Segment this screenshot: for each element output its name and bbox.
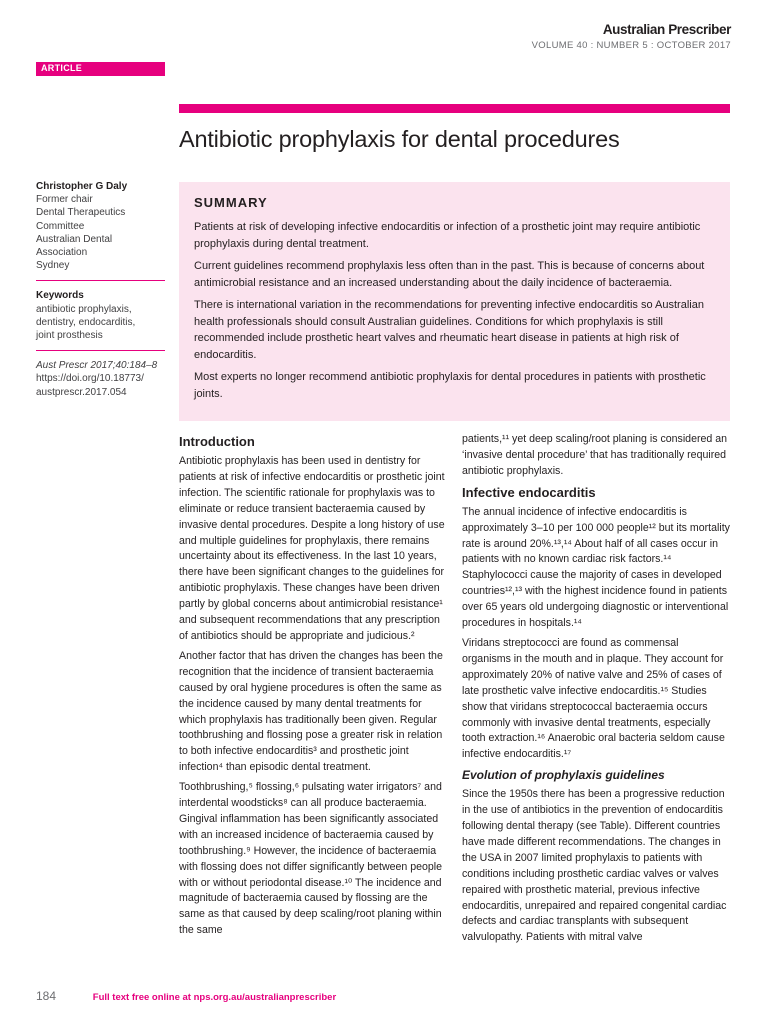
page-footer xyxy=(36,989,736,1003)
body-column-left xyxy=(179,433,447,943)
summary-paragraph: There is international variation in the recommendations for preventing infective endocarditis so Australian health professionals should consult Australian guidelines. Conditions for which prophylaxis is still recommended include prosthetic heart valves and rheumatic heart disease in patients at high risk of endocarditis. xyxy=(194,299,704,361)
masthead xyxy=(532,22,731,51)
article-tag: ARTICLE xyxy=(36,62,165,76)
affiliation-line: Australian Dental xyxy=(36,233,113,245)
doi-link[interactable]: https://doi.org/10.18773/ xyxy=(36,373,144,385)
summary-box xyxy=(179,182,730,421)
affiliation-line: Sydney xyxy=(36,260,70,272)
affiliation-line: Committee xyxy=(36,220,85,232)
body-paragraph: The annual incidence of infective endocarditis is approximately 3–10 per 100 000 people¹² but its mortality rate is around 20%.¹³,¹⁴ About half of all cases occur in patients with no known cardiac risk factors.¹⁴ Staphylococci cause the majority of cases in developed countries¹²,¹³ with the highest incidence found in patients over 65 years old undergoing diagnostic or interventional procedures in hospitals.¹⁴ xyxy=(462,505,730,630)
body-paragraph: Toothbrushing,⁵ flossing,⁶ pulsating water irrigators⁷ and interdental woodsticks⁸ can all produce bacteraemia. Gingival inflammation has been significantly associated with an increased incidence of bacteraemia caused by toothbrushing.⁹ However, the incidence of bacteraemia with flossing does not differ significantly between people with or without periodontal disease.¹⁰ The incidence and magnitude of bacteraemia caused by flossing are the same as that caused by deep scaling/root planing within the same xyxy=(179,781,443,937)
summary-heading: SUMMARY xyxy=(194,195,268,210)
summary-paragraph: Current guidelines recommend prophylaxis less often than in the past. This is because of concerns about antimicrobial resistance and an increased understanding about the daily incidence of bacteraemia. xyxy=(194,260,705,289)
issue-info: VOLUME 40 : NUMBER 5 : OCTOBER 2017 xyxy=(531,40,731,51)
sidebar xyxy=(36,180,165,399)
body-column-right xyxy=(462,432,730,950)
author-name: Christopher G Daly xyxy=(36,181,128,192)
affiliation-line: Association xyxy=(36,247,88,259)
body-paragraph: Since the 1950s there has been a progressive reduction in the use of antibiotics in the prevention of endocarditis following dental therapy (see Table). Different countries have made different recommendations. The changes in the USA in 2007 limited prophylaxis to patients with conditions including prosthetic cardiac valves or valves repaired with prosthetic material, previous infective endocarditis, unrepaired and repaired congenital cardiac defects and cardiac transplants with subsequent valvulopathy. Patients with mitral valve xyxy=(462,788,727,944)
journal-logo: Australian Prescriber xyxy=(602,22,731,37)
summary-paragraph: Most experts no longer recommend antibiotic prophylaxis for dental procedures in patients with prosthetic joints. xyxy=(194,371,706,400)
author-block xyxy=(36,180,165,281)
citation-block xyxy=(36,359,165,399)
subsection-heading-evolution: Evolution of prophylaxis guidelines xyxy=(462,768,665,783)
keywords-heading: Keywords xyxy=(36,290,84,302)
page-number: 184 xyxy=(36,989,57,1003)
section-heading-introduction: Introduction xyxy=(179,434,255,449)
affiliation-line: Dental Therapeutics xyxy=(36,207,126,219)
article-title: Antibiotic prophylaxis for dental procedures xyxy=(179,126,620,152)
affiliation-line: Former chair xyxy=(36,194,93,206)
title-rule xyxy=(179,104,730,113)
body-paragraph: Another factor that has driven the changes has been the recognition that the incidence of transient bacteraemia caused by oral hygiene procedures is often the same as the incidence caused by many dental treatments for which prophylaxis has traditionally been given. Regular toothbrushing and flossing pose a greater risk in relation to both infective endocarditis³ and prosthetic joint infection⁴ than episodic dental treatment. xyxy=(179,649,443,774)
body-paragraph: Viridans streptococci are found as commensal organisms in the mouth and in plaque. They account for approximately 20% of native valve and 25% of cases of late prosthetic valve infective endocarditis.¹⁵ Studies show that viridans streptococcal bacteraemia occurs commonly with invasive dental treatments, especially tooth extraction.¹⁶ Anaerobic oral bacteria seldom cause infective endocarditis.¹⁷ xyxy=(462,636,725,761)
keyword-line: dentistry, endocarditis, xyxy=(36,316,136,328)
section-heading-infective-endocarditis: Infective endocarditis xyxy=(462,484,596,500)
summary-paragraph: Patients at risk of developing infective endocarditis or infection of a prosthetic joint may require antibiotic prophylaxis during dental treatment. xyxy=(194,221,701,250)
citation-ref: Aust Prescr 2017;40:184–8 xyxy=(36,360,158,372)
doi-link[interactable]: austprescr.2017.054 xyxy=(36,386,127,398)
footer-link[interactable]: Full text free online at nps.org.au/australianprescriber xyxy=(92,992,337,1003)
keyword-line: antibiotic prophylaxis, xyxy=(36,303,132,315)
keywords-block xyxy=(36,289,165,351)
body-paragraph: patients,¹¹ yet deep scaling/root planing is considered an ‘invasive dental procedure’ that has traditionally required antibiotic prophylaxis. xyxy=(462,433,728,477)
body-paragraph: Antibiotic prophylaxis has been used in dentistry for patients at risk of infective endocarditis or prosthetic joint infection. The scientific rationale for prophylaxis was to eliminate or reduce transient bacteraemia caused by invasive dental procedures. Despite a long history of use and multiple guidelines for prophylaxis, there remains uncertainty about its effectiveness. In the last 10 years, there have been significant changes to the guidelines for antibiotic prophylaxis. These changes have been driven partly by global concerns about antimicrobial resistance¹ and subsequent recommendations that any prescription of antibiotics should be appropriate and judicious.² xyxy=(179,455,445,642)
keyword-line: joint prosthesis xyxy=(36,330,103,342)
